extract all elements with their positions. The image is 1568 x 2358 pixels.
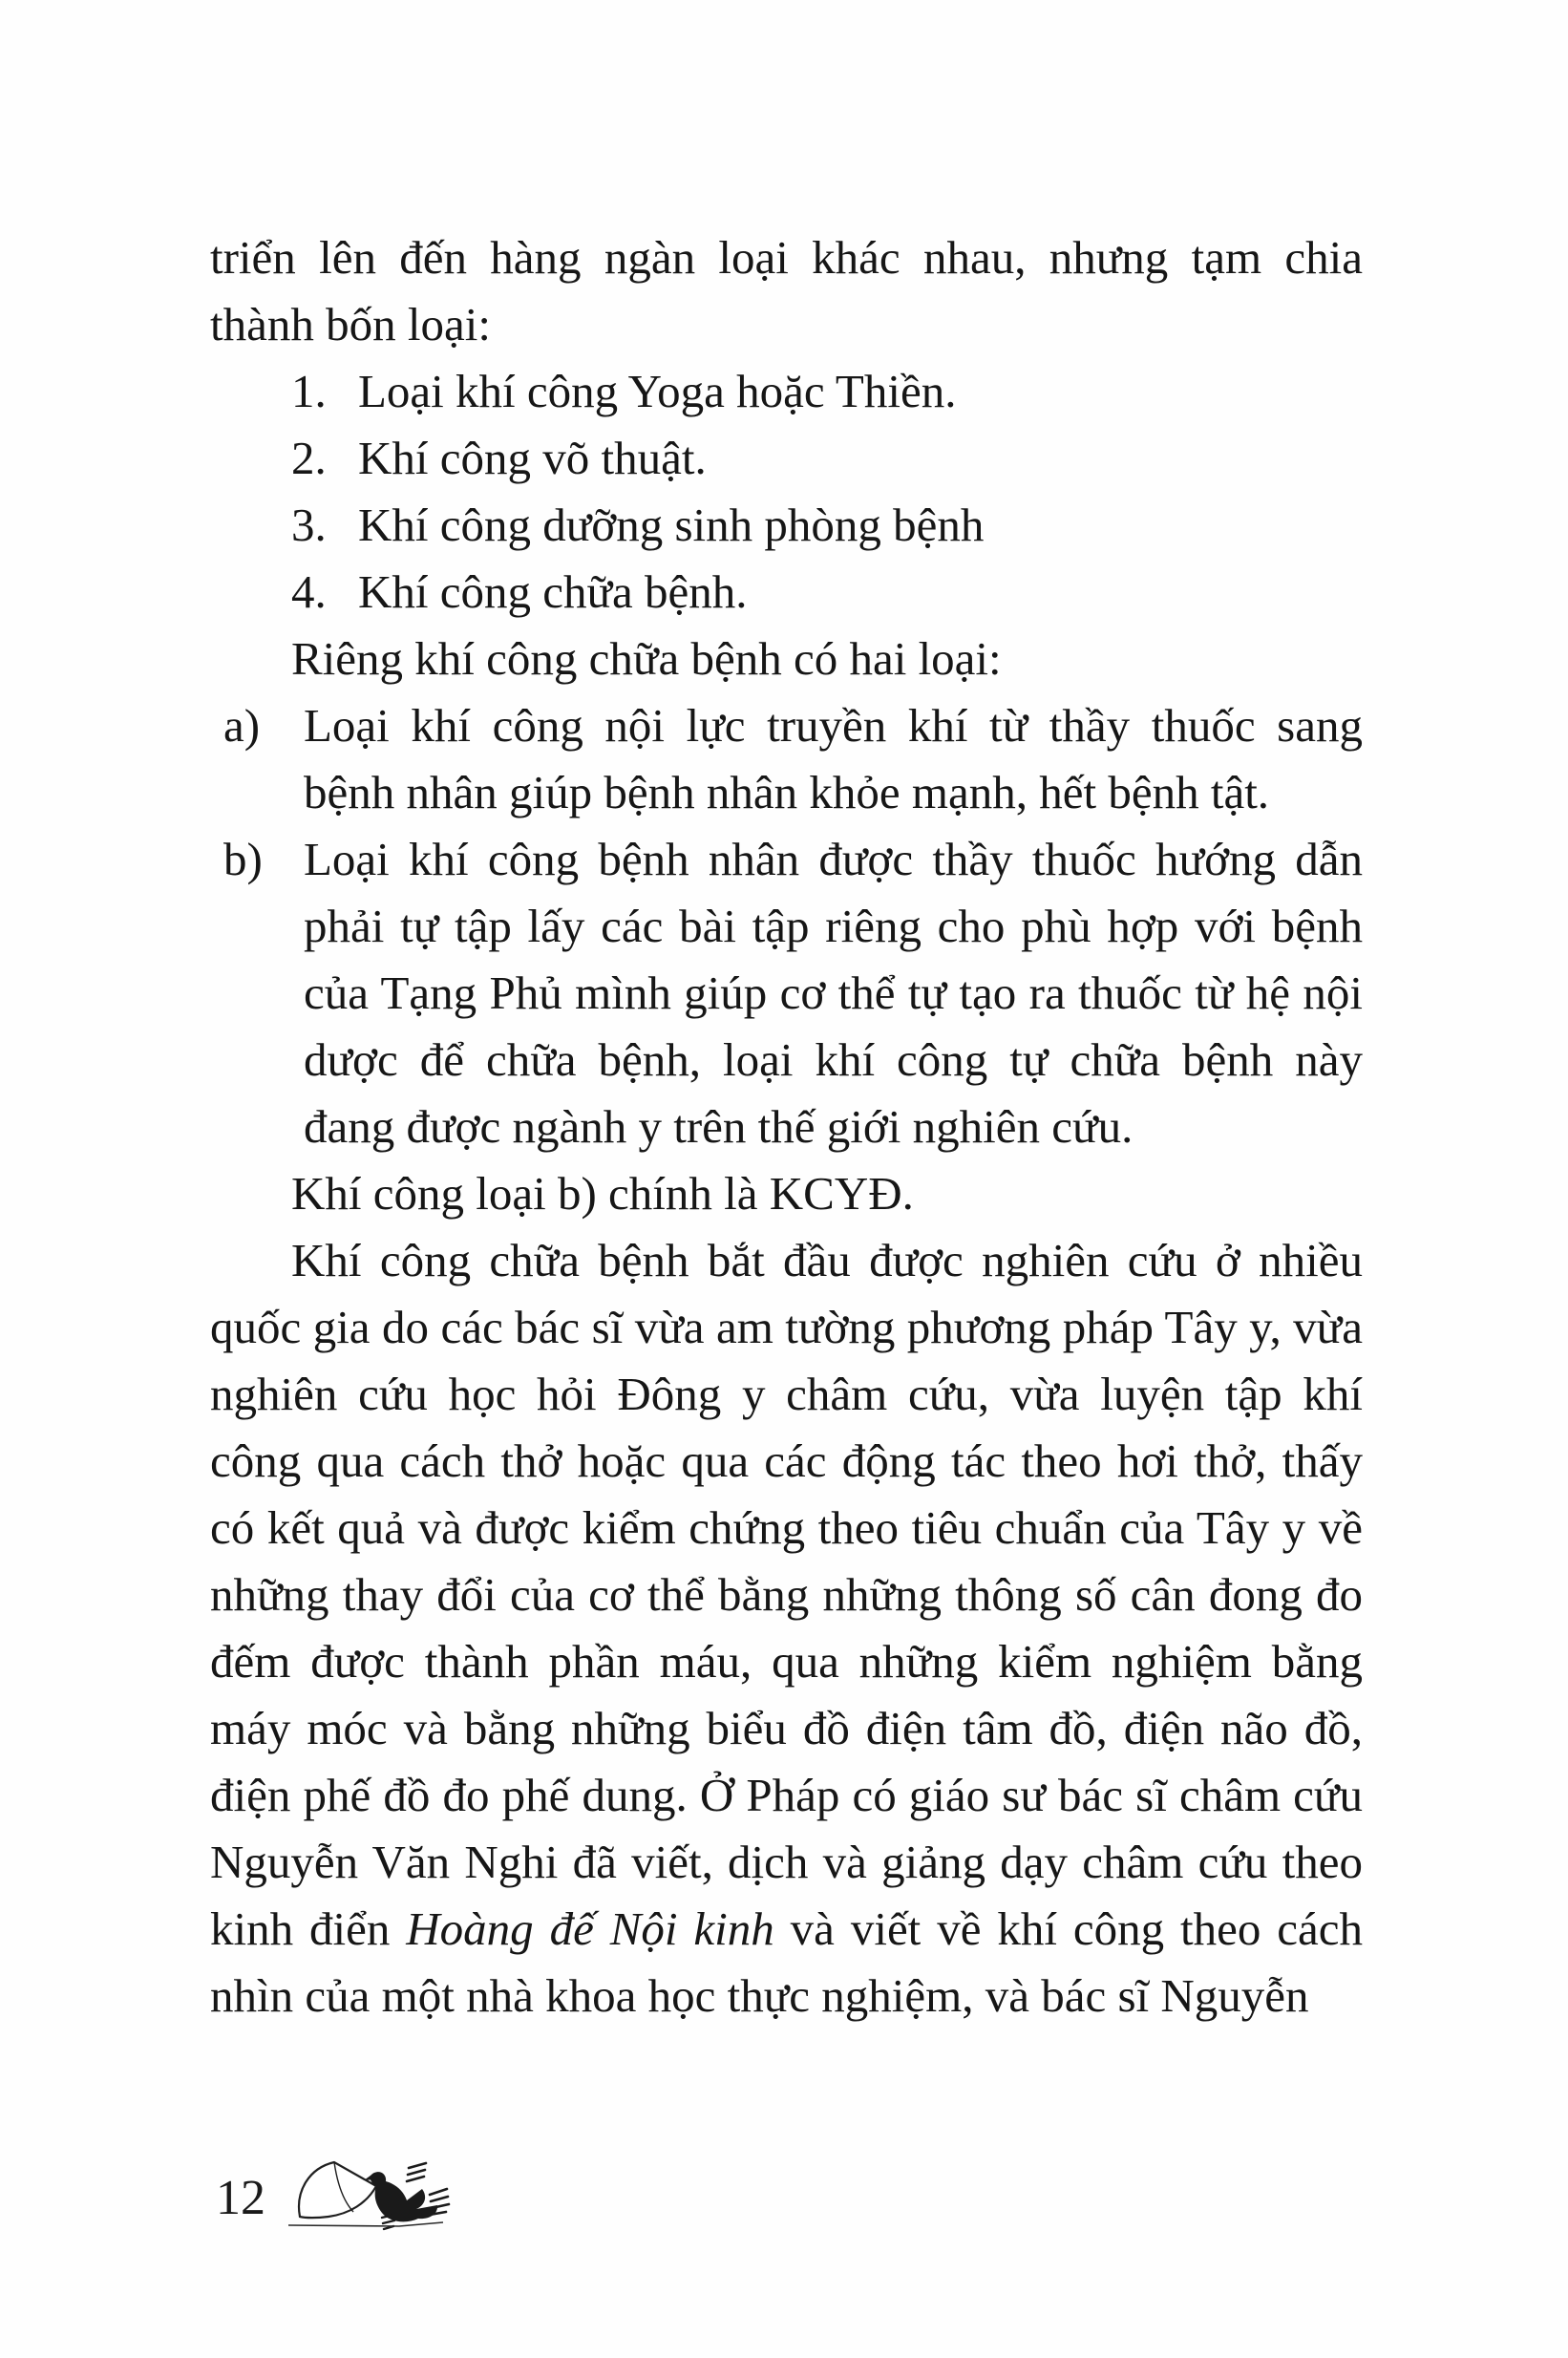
item-marker-b: b) bbox=[223, 833, 263, 885]
list-item-text: Khí công dưỡng sinh phòng bệnh bbox=[358, 499, 985, 551]
list-item-3 bbox=[210, 492, 1363, 559]
item-text-b: Loại khí công bệnh nhân được thầy thuốc hướng dẫn phải tự tập lấy các bài tập riêng cho phù hợp với bệnh của Tạng Phủ mình giúp cơ thể tự tạo ra thuốc từ hệ nội dược để chữa bệnh, loại khí công tự chữa bệnh này đang được ngành y trên thế giới nghiên cứu. bbox=[304, 833, 1363, 1153]
paragraph-intro: triển lên đến hàng ngàn loại khác nhau, nhưng tạm chia thành bốn loại: bbox=[210, 231, 1363, 351]
page-footer bbox=[216, 2156, 451, 2227]
list-item-2 bbox=[210, 425, 1363, 492]
flying-bird-ornament-icon bbox=[286, 2156, 451, 2235]
item-text-a: Loại khí công nội lực truyền khí từ thầy thuốc sang bệnh nhân giúp bệnh nhân khỏe mạnh, hết bệnh tật. bbox=[304, 699, 1363, 818]
list-marker: 1. bbox=[291, 365, 327, 417]
list-item-text: Khí công võ thuật. bbox=[358, 432, 707, 484]
list-item-text: Loại khí công Yoga hoặc Thiền. bbox=[358, 365, 957, 417]
list-item-1 bbox=[210, 358, 1363, 425]
list-item-4 bbox=[210, 559, 1363, 626]
italic-book-title: Hoàng đế Nội kinh bbox=[406, 1902, 774, 1955]
lettered-item-a bbox=[210, 692, 1363, 826]
page-number: 12 bbox=[216, 2171, 265, 2225]
closing-text-part2: và viết về khí công theo cách nhìn của một nhà khoa học thực nghiệm, và bác sĩ Nguyễn bbox=[210, 1902, 1364, 2022]
item-marker-a: a) bbox=[223, 699, 261, 752]
lettered-item-b bbox=[210, 826, 1363, 1160]
closing-text-part1: Khí công chữa bệnh bắt đầu được nghiên cứu ở nhiều quốc gia do các bác sĩ vừa am tường phương pháp Tây y, vừa nghiên cứu học hỏi Đông y châm cứu, vừa luyện tập khí công qua cách thở hoặc qua các động tác theo hơi thở, thấy có kết quả và được kiểm chứng theo tiêu chuẩn của Tây y về những thay đổi của cơ thể bằng những thông số cân đong đo đếm được thành phần máu, qua những kiểm nghiệm bằng máy móc và bằng những biểu đồ điện tâm đồ, điện não đồ, điện phế đồ đo phế dung. Ở Pháp có giáo sư bác sĩ châm cứu Nguyễn Văn Nghi đã viết, dịch và giảng dạy châm cứu theo kinh điển bbox=[210, 1234, 1363, 1955]
list-item-text: Khí công chữa bệnh. bbox=[358, 565, 748, 618]
list-marker: 4. bbox=[291, 565, 327, 618]
numbered-list bbox=[210, 358, 1363, 626]
list-marker: 3. bbox=[291, 499, 327, 551]
paragraph-kcyd: Khí công loại b) chính là KCYĐ. bbox=[291, 1167, 914, 1220]
paragraph-rieng: Riêng khí công chữa bệnh có hai loại: bbox=[291, 632, 1002, 685]
list-marker: 2. bbox=[291, 432, 327, 484]
paragraph-closing bbox=[210, 1227, 1363, 2029]
